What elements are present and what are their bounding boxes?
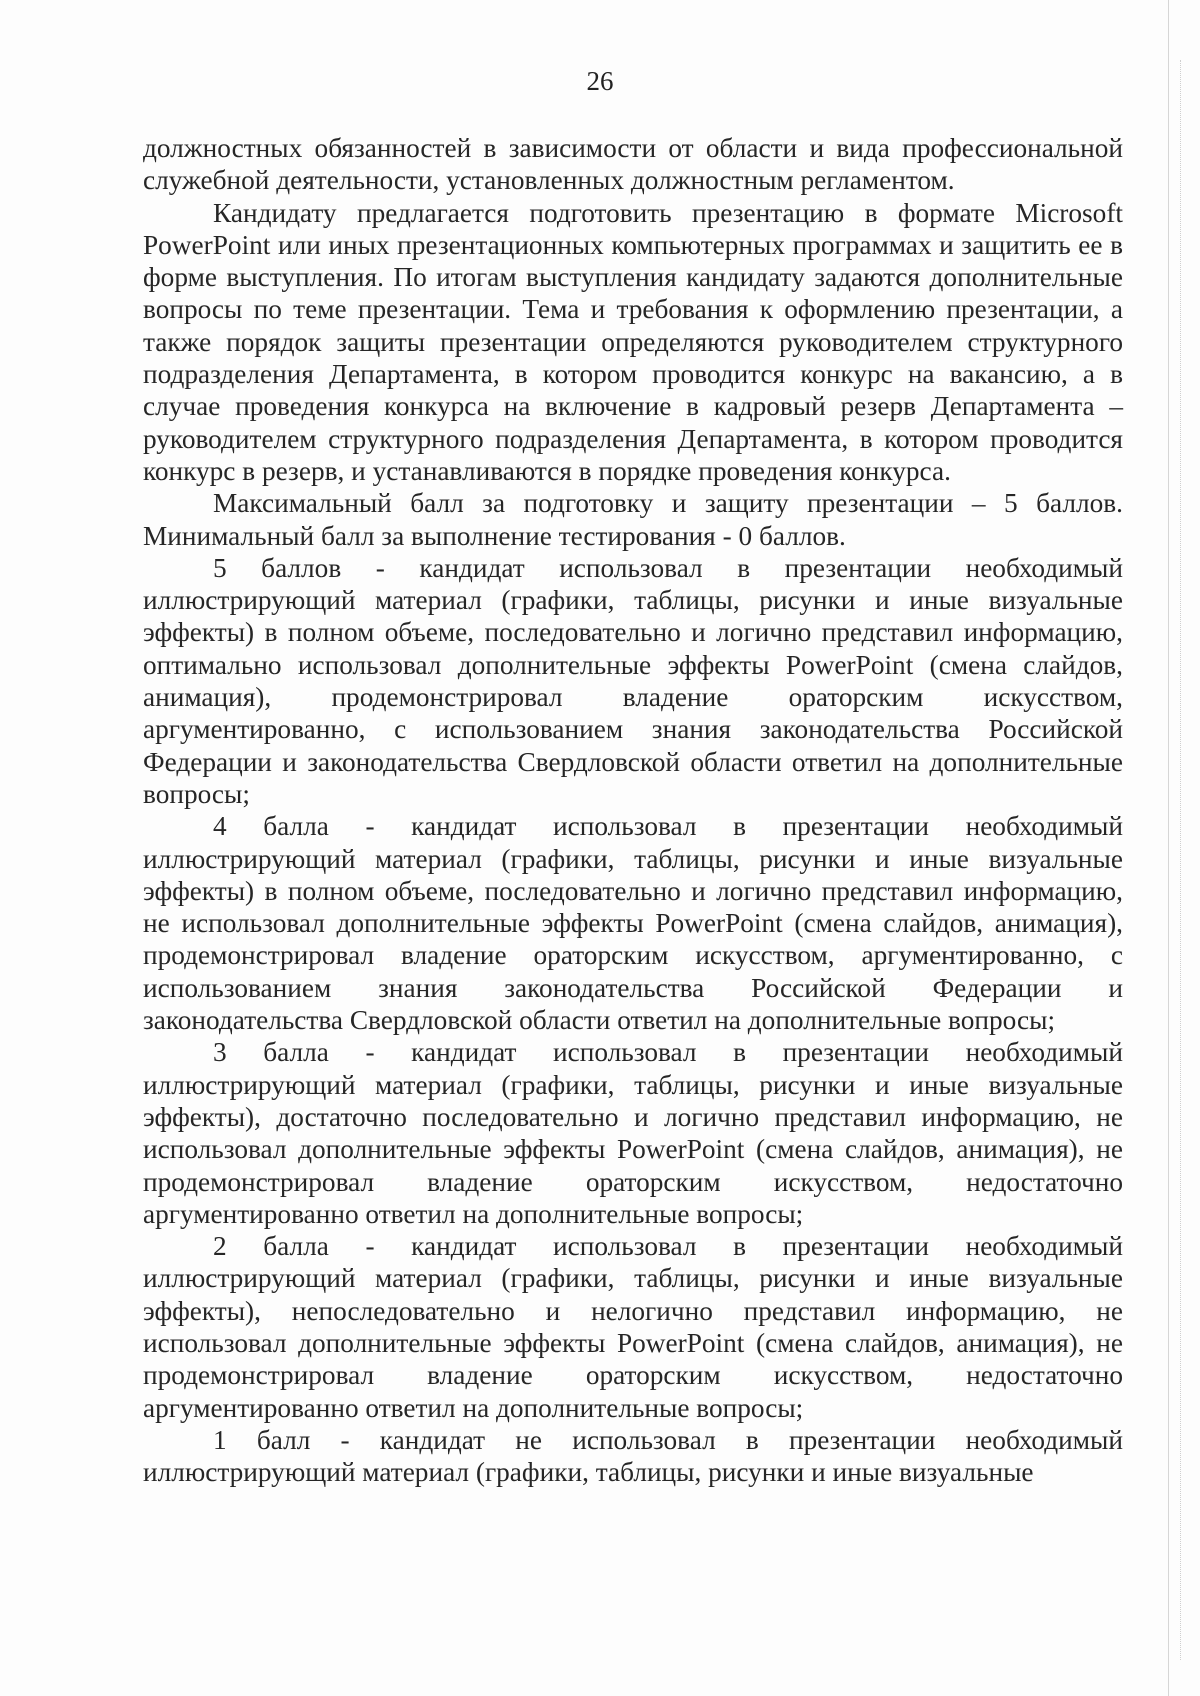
paragraph-max-score: Максимальный балл за подготовку и защиту презентации – 5 баллов. Минимальный балл за выполнение тестирования - 0 баллов.	[143, 488, 1123, 551]
paragraph-score-3: 3 балла - кандидат использовал в презентации необходимый иллюстрирующий материал (графики, таблицы, рисунки и иные визуальные эффекты), достаточно последовательно и логично представил информацию, не использовал дополнительные эффекты PowerPoint (смена слайдов, анимация), не продемонстрировал владение ораторским искусством, недостаточно аргументированно ответил на дополнительные вопросы;	[143, 1037, 1123, 1229]
paragraph-score-5: 5 баллов - кандидат использовал в презентации необходимый иллюстрирующий материал (графики, таблицы, рисунки и иные визуальные эффекты) в полном объеме, последовательно и логично представил информацию, оптимально использовал дополнительные эффекты PowerPoint (смена слайдов, анимация), продемонстрировал владение ораторским искусством, аргументированно, с использованием знания законодательства Российской Федерации и законодательства Свердловской области ответил на дополнительные вопросы;	[143, 552, 1123, 809]
paragraph-score-4: 4 балла - кандидат использовал в презентации необходимый иллюстрирующий материал (графики, таблицы, рисунки и иные визуальные эффекты) в полном объеме, последовательно и логично представил информацию, не использовал дополнительные эффекты PowerPoint (смена слайдов, анимация), продемонстрировал владение ораторским искусством, аргументированно, с использованием знания законодательства Российской Федерации и законодательства Свердловской области ответил на дополнительные вопросы;	[143, 811, 1123, 1036]
paragraph-score-1: 1 балл - кандидат не использовал в презентации необходимый иллюстрирующий материал (графики, таблицы, рисунки и иные визуальные	[143, 1424, 1123, 1488]
scan-edge-dots	[1180, 60, 1181, 1660]
document-body	[143, 132, 1123, 1488]
paragraph-continuation: должностных обязанностей в зависимости от области и вида профессиональной служебной деятельности, установленных должностным регламентом.	[143, 133, 1123, 196]
paragraph-score-2: 2 балла - кандидат использовал в презентации необходимый иллюстрирующий материал (графики, таблицы, рисунки и иные визуальные эффекты), непоследовательно и нелогично представил информацию, не использовал дополнительные эффекты PowerPoint (смена слайдов, анимация), не продемонстрировал владение ораторским искусством, недостаточно аргументированно ответил на дополнительные вопросы;	[143, 1231, 1123, 1423]
paragraph-presentation-task: Кандидату предлагается подготовить презентацию в формате Microsoft PowerPoint или иных презентационных компьютерных программах и защитить ее в форме выступления. По итогам выступления кандидату задаются дополнительные вопросы по теме презентации. Тема и требования к оформлению презентации, а также порядок защиты презентации определяются руководителем структурного подразделения Департамента, в котором проводится конкурс на вакансию, а в случае проведения конкурса на включение в кадровый резерв Департамента – руководителем структурного подразделения Департамента, в котором проводится конкурс в резерв, и устанавливаются в порядке проведения конкурса.	[143, 197, 1123, 486]
page-number: 26	[586, 66, 614, 96]
scan-edge-line	[1168, 0, 1169, 1696]
